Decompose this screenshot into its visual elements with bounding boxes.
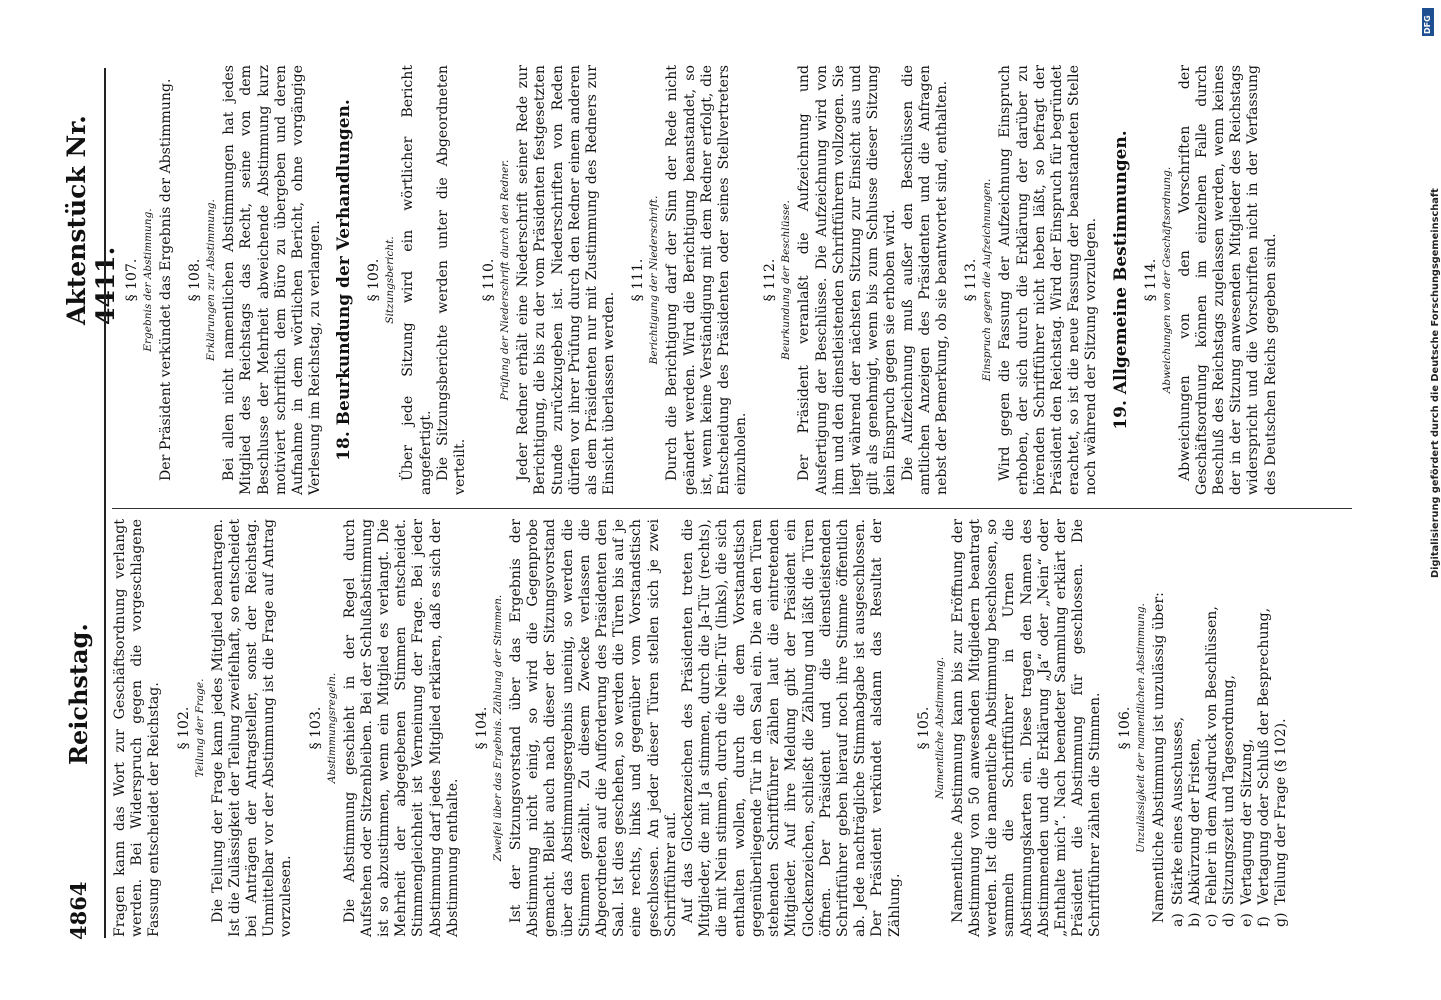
- paragraph: Die Abstimmung geschieht in der Regel durch Aufstehen oder Sitzenbleiben. Bei der Schlußabstimmung ist so abzustimmen, wenn ein Mitglied es verlangt. Die Mehrheit der abgegebenen Stimmen entscheidet. Stimmengleichheit ist Verneinung der Frage. Bei jeder Abstimmung darf jedes Mitglied erklären, daß es sich der Abstimmung enthalte.: [341, 519, 461, 937]
- chapter-heading: 19. Allgemeine Bestimmungen.: [1110, 130, 1131, 430]
- list-item: [1187, 519, 1204, 927]
- list-item: [1273, 519, 1290, 927]
- paragraph: Abweichungen von den Vorschriften der Geschäftsordnung können im einzelnen Falle durch Beschluß des Reichstags zugelassen werden, wenn keines der in der Sitzung anwesenden Mitglieder des Reichstags widerspricht und die Vorschriften nicht in der Verfassung des Deutschen Reichs gegeben sind.: [1176, 65, 1279, 495]
- section-caption: Abweichungen von der Geschäftsordnung.: [1160, 166, 1173, 394]
- section-number: § 103.: [307, 706, 324, 750]
- section-number: § 113.: [963, 258, 980, 302]
- paragraph: Auf das Glockenzeichen des Präsidenten treten die Mitglieder, die mit Ja stimmen, durch die Ja-Tür (rechts), die mit Nein stimmen, durch die Nein-Tür (links), die sich enthalten wollen, durch die dem Vorstandstisch gegenüberliegende Tür in den Saal ein. Die an den Türen stehenden Schriftführer zählen laut die eintretenden Mitglieder. Auf ihre Meldung gibt der Präsident ein Glockenzeichen, schließt die Zählung und läßt die Türen öffnen. Der Präsident und die dienstleistenden Schriftführer geben hierauf noch ihre Stimme öffentlich ab. Jede nachträgliche Stimmabgabe ist ausgeschlossen. Der Präsident verkündet alsdann das Resultat der Zählung.: [680, 519, 903, 937]
- section-number: § 114.: [1142, 258, 1159, 302]
- page-header: [62, 55, 120, 940]
- list-item: [1204, 519, 1221, 927]
- section-number: § 109.: [366, 258, 383, 302]
- credit-text: Digitalisierung gefördert durch die Deutsche Forschungsgemeinschaft: [1430, 188, 1441, 578]
- list-item-label: c): [1204, 913, 1221, 927]
- section-number: § 105.: [915, 706, 932, 750]
- section-number: § 104.: [474, 706, 491, 750]
- header-rule: [104, 68, 106, 938]
- section-number: § 106.: [1116, 706, 1133, 750]
- paragraph: Namentliche Abstimmung kann bis zur Eröffnung der Abstimmung von 50 anwesenden Mitgliedern beantragt werden. Ist die namentliche Abstimmung beschlossen, so sammeln die Schriftführer in Urnen die Abstimmungskarten ein. Diese tragen den Namen des Abstimmenden und die Erklärung „Ja“ oder „Nein“ oder „Enthalte mich“. Nach beendeter Sammlung erklärt der Präsident die Abstimmung für geschlossen. Die Schriftführer zählen die Stimmen.: [949, 519, 1104, 937]
- paragraph: Die Teilung der Frage kann jedes Mitglied beantragen. Ist die Zulässigkeit der Teilung zweifelhaft, so entscheidet bei Anträgen der Antragsteller, sonst der Reichstag. Unmittelbar vor der Abstimmung ist die Frage auf Antrag vorzulesen.: [209, 519, 295, 937]
- list-item: [1170, 519, 1187, 927]
- section-caption: Prüfung der Niederschrift durch den Redner.: [499, 159, 512, 401]
- section-caption: Zweifel über das Ergebnis. Zählung der Stimmen.: [492, 594, 505, 862]
- paragraph: Bei allen nicht namentlichen Abstimmungen hat jedes Mitglied des Reichstags das Recht, seine von dem Beschlusse der Mehrheit abweichende Abstimmung kurz motiviert schriftlich dem Büro zu übergeben und deren Aufnahme in dem wörtlichen Bericht, ohne vorgängige Verlesung im Reichstag, zu verlangen.: [221, 65, 324, 495]
- list-item-text: Vertagung der Sitzung,: [1238, 738, 1255, 905]
- list-item-label: e): [1238, 913, 1255, 927]
- section-caption: Einspruch gegen die Aufzeichnungen.: [981, 178, 994, 382]
- enumerated-list: [1170, 519, 1290, 927]
- section-caption: Abstimmungsregeln.: [325, 672, 338, 784]
- section-caption: Namentliche Abstimmung.: [933, 656, 946, 800]
- section-caption: Ergebnis der Abstimmung.: [142, 208, 154, 352]
- list-item-label: a): [1169, 913, 1186, 927]
- paragraph: Durch die Berichtigung darf der Sinn der Rede nicht geändert werden. Wird die Berichtigung beanstandet, so ist, wenn keine Verständigung mit dem Redner erfolgt, die Entscheidung des Präsidenten oder seines Stellvertreters einzuholen.: [664, 65, 750, 495]
- list-item: [1239, 519, 1256, 927]
- right-column: [112, 65, 1280, 495]
- chapter-heading: 18. Beurkundung der Verhandlungen.: [334, 99, 355, 461]
- paragraph: Die Sitzungsberichte werden unter die Abgeordneten verteilt.: [434, 65, 469, 495]
- page-number: 4864: [66, 881, 91, 940]
- paragraph: Über jede Sitzung wird ein wörtlicher Bericht angefertigt.: [400, 65, 434, 495]
- paragraph: Der Präsident verkündet das Ergebnis der Abstimmung.: [158, 78, 174, 481]
- list-item-text: Teilung der Frage (§ 102).: [1272, 718, 1289, 905]
- paragraph: Der Präsident veranlaßt die Aufzeichnung und Ausfertigung der Beschlüsse. Die Aufzeichnung wird von ihm und den dienstleistenden Schriftführern vollzogen. Sie liegt während der nächsten Sitzung zur Einsicht aus und gilt als genehmigt, wenn bis zum Schlusse dieser Sitzung kein Einspruch gegen sie erhoben wird.: [796, 65, 899, 495]
- left-column: [112, 519, 1290, 937]
- section-caption: Erklärungen zur Abstimmung.: [205, 199, 218, 361]
- list-item: [1221, 519, 1238, 927]
- list-item: [1256, 519, 1273, 927]
- list-item-text: Sitzungszeit und Tagesordnung,: [1221, 674, 1238, 905]
- document-number: Aktenstück Nr. 4411.: [62, 115, 120, 325]
- paragraph: Ist der Sitzungsvorstand über das Ergebnis der Abstimmung nicht einig, so wird die Gegenprobe gemacht. Bleibt auch nach dieser der Sitzungsvorstand über das Abstimmungsergebnis uneinig, so werden die Stimmen gezählt. Zu diesem Zwecke verlassen die Abgeordneten auf die Aufforderung des Präsidenten den Saal. Ist dies geschehen, so werden die Türen bis auf je eine rechts, links und gegenüber vom Vorstandstisch geschlossen. An jeder dieser Türen stellen sich je zwei Schriftführer auf.: [508, 519, 679, 937]
- dfg-logo: [1422, 8, 1434, 36]
- section-number: § 107.: [124, 258, 140, 302]
- section-caption: Sitzungsbericht.: [384, 236, 397, 324]
- section-number: § 108.: [187, 258, 204, 302]
- section-number: § 112.: [762, 258, 779, 302]
- dfg-logo-text: DFG: [1423, 15, 1432, 34]
- section-caption: Berichtigung der Niederschrift.: [648, 195, 661, 365]
- section-caption: Teilung der Frage.: [193, 678, 206, 778]
- digitization-credit: [1420, 8, 1441, 578]
- section-caption: Unzulässigkeit der namentlichen Abstimmung.: [1134, 603, 1147, 853]
- list-item-text: Stärke eines Ausschusses,: [1169, 716, 1186, 905]
- list-item-label: d): [1221, 912, 1238, 927]
- paragraph: Fragen kann das Wort zur Geschäftsordnung verlangt werden. Bei Widerspruch gegen die vorgeschlagene Fassung entscheidet der Reichstag.: [112, 519, 163, 937]
- paragraph: Namentliche Abstimmung ist unzulässig über:: [1150, 592, 1167, 923]
- list-item-label: g): [1272, 912, 1289, 927]
- section-caption: Beurkundung der Beschlüsse.: [780, 200, 793, 360]
- list-item-label: b): [1186, 912, 1203, 927]
- list-item-text: Fehler in dem Ausdruck von Beschlüssen,: [1204, 606, 1221, 905]
- chamber-title: Reichstag.: [64, 623, 93, 765]
- paragraph: Jeder Redner erhält eine Niederschrift seiner Rede zur Berichtigung, die bis zu der vom Präsidenten festgesetzten Stunde zurückzugeben ist. Niederschriften von Reden dürfen vor ihrer Prüfung durch den Redner einem anderen als dem Präsidenten nur mit Zustimmung des Redners zur Einsicht überlassen werden.: [515, 65, 618, 495]
- paragraph: Wird gegen die Fassung der Aufzeichnung Einspruch erhoben, der sich durch die Erklärung der darüber zu hörenden Schriftführer nicht heben läßt, so befragt der Präsident den Reichstag. Wird der Einspruch für begründet erachtet, so ist die neue Fassung der beanstandeten Stelle noch während der Sitzung vorzulegen.: [997, 65, 1100, 495]
- column-divider: [112, 508, 1352, 509]
- section-number: § 110.: [481, 258, 498, 302]
- list-item-text: Abkürzung der Fristen,: [1186, 737, 1203, 905]
- list-item-label: f): [1255, 916, 1272, 927]
- section-number: § 102.: [175, 706, 192, 750]
- list-item-text: Vertagung oder Schluß der Besprechung,: [1255, 607, 1272, 905]
- paragraph: Die Aufzeichnung muß außer den Beschlüssen die amtlichen Anzeigen des Präsidenten und die Anfragen nebst der Bemerkung, ob sie beantwortet sind, enthalten.: [899, 65, 951, 495]
- section-number: § 111.: [630, 258, 647, 302]
